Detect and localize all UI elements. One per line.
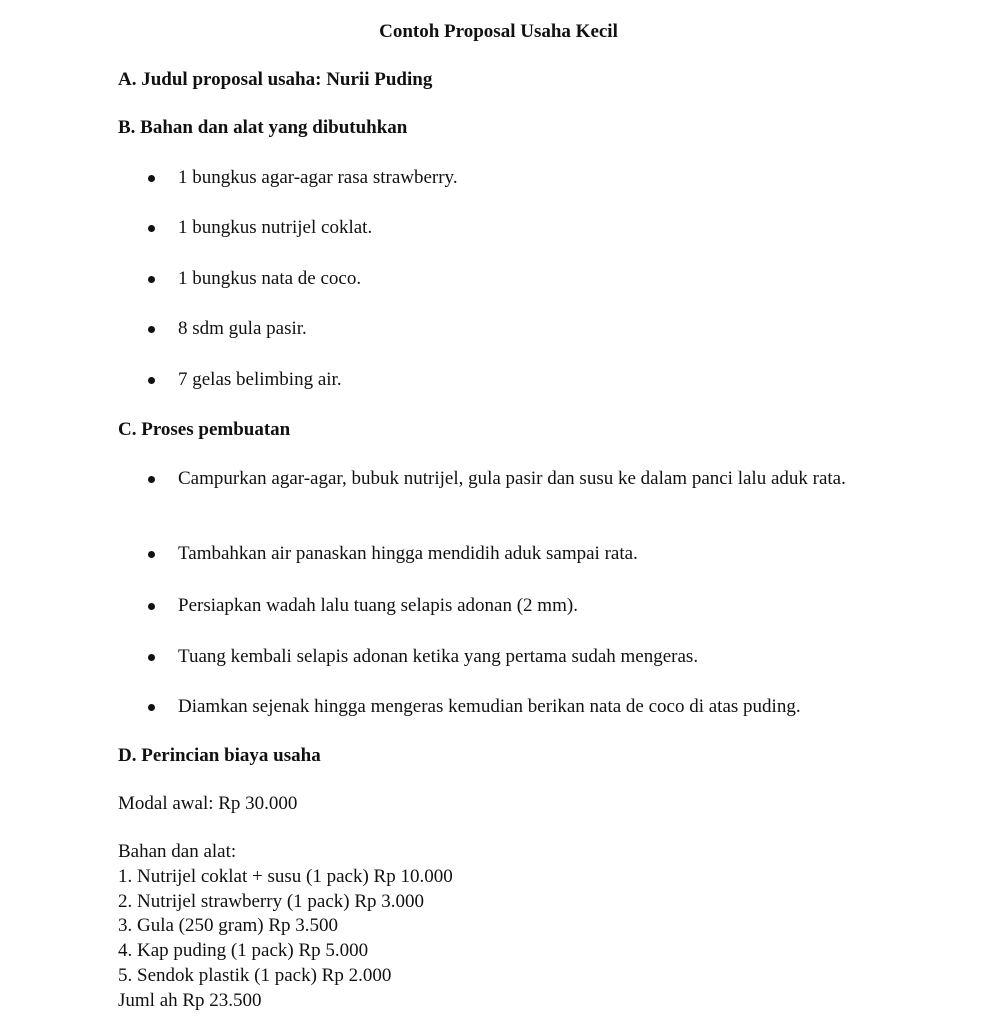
list-item [148, 542, 908, 566]
list-item [148, 166, 908, 190]
list-item-text: Diamkan sejenak hingga mengeras kemudian berikan nata de coco di atas puding. [178, 696, 801, 717]
bullet-icon [148, 654, 155, 661]
list-item-text: 1 bungkus agar-agar rasa strawberry. [178, 167, 458, 188]
cost-item: 2. Nutrijel strawberry (1 pack) Rp 3.000 [118, 890, 425, 912]
list-item-text: Campurkan agar-agar, bubuk nutrijel, gula pasir dan susu ke dalam panci lalu aduk rata. [178, 468, 846, 489]
bullet-icon [148, 476, 155, 483]
bullet-icon [148, 603, 155, 610]
initial-capital-text: Modal awal: Rp 30.000 [118, 793, 298, 814]
total-cost: Juml ah Rp 23.500 [118, 989, 262, 1011]
bullet-icon [148, 225, 155, 232]
document-title: Contoh Proposal Usaha Kecil [379, 21, 618, 42]
bullet-icon [148, 175, 155, 182]
list-item-text: 1 bungkus nata de coco. [178, 268, 362, 289]
section-d-heading: D. Perincian biaya usaha [118, 745, 321, 766]
bullet-icon [148, 377, 155, 384]
list-item [148, 267, 908, 291]
list-item [148, 695, 908, 719]
cost-item: 4. Kap puding (1 pack) Rp 5.000 [118, 940, 369, 962]
cost-item: 5. Sendok plastik (1 pack) Rp 2.000 [118, 964, 392, 986]
cost-breakdown [118, 840, 453, 1014]
list-item-text: Tambahkan air panaskan hingga mendidih aduk sampai rata. [178, 543, 638, 564]
list-item-text: Persiapkan wadah lalu tuang selapis adonan (2 mm). [178, 595, 578, 616]
list-item-text: 1 bungkus nutrijel coklat. [178, 217, 373, 238]
section-a-heading: A. Judul proposal usaha: Nurii Puding [118, 69, 433, 90]
section-c-heading: C. Proses pembuatan [118, 419, 291, 440]
list-item-text: 7 gelas belimbing air. [178, 369, 342, 390]
list-item-text: 8 sdm gula pasir. [178, 318, 307, 339]
section-b-heading: B. Bahan dan alat yang dibutuhkan [118, 117, 408, 138]
bullet-icon [148, 704, 155, 711]
list-item [148, 368, 908, 392]
list-item [148, 317, 908, 341]
cost-item: 3. Gula (250 gram) Rp 3.500 [118, 915, 339, 937]
list-item [148, 645, 908, 669]
list-item [148, 216, 908, 240]
bullet-icon [148, 326, 155, 333]
list-item-text: Tuang kembali selapis adonan ketika yang pertama sudah mengeras. [178, 646, 699, 667]
bullet-icon [148, 276, 155, 283]
cost-item: 1. Nutrijel coklat + susu (1 pack) Rp 10.000 [118, 865, 453, 887]
list-item [148, 594, 908, 618]
materials-label: Bahan dan alat: [118, 841, 237, 862]
bullet-icon [148, 551, 155, 558]
list-item [148, 467, 908, 491]
